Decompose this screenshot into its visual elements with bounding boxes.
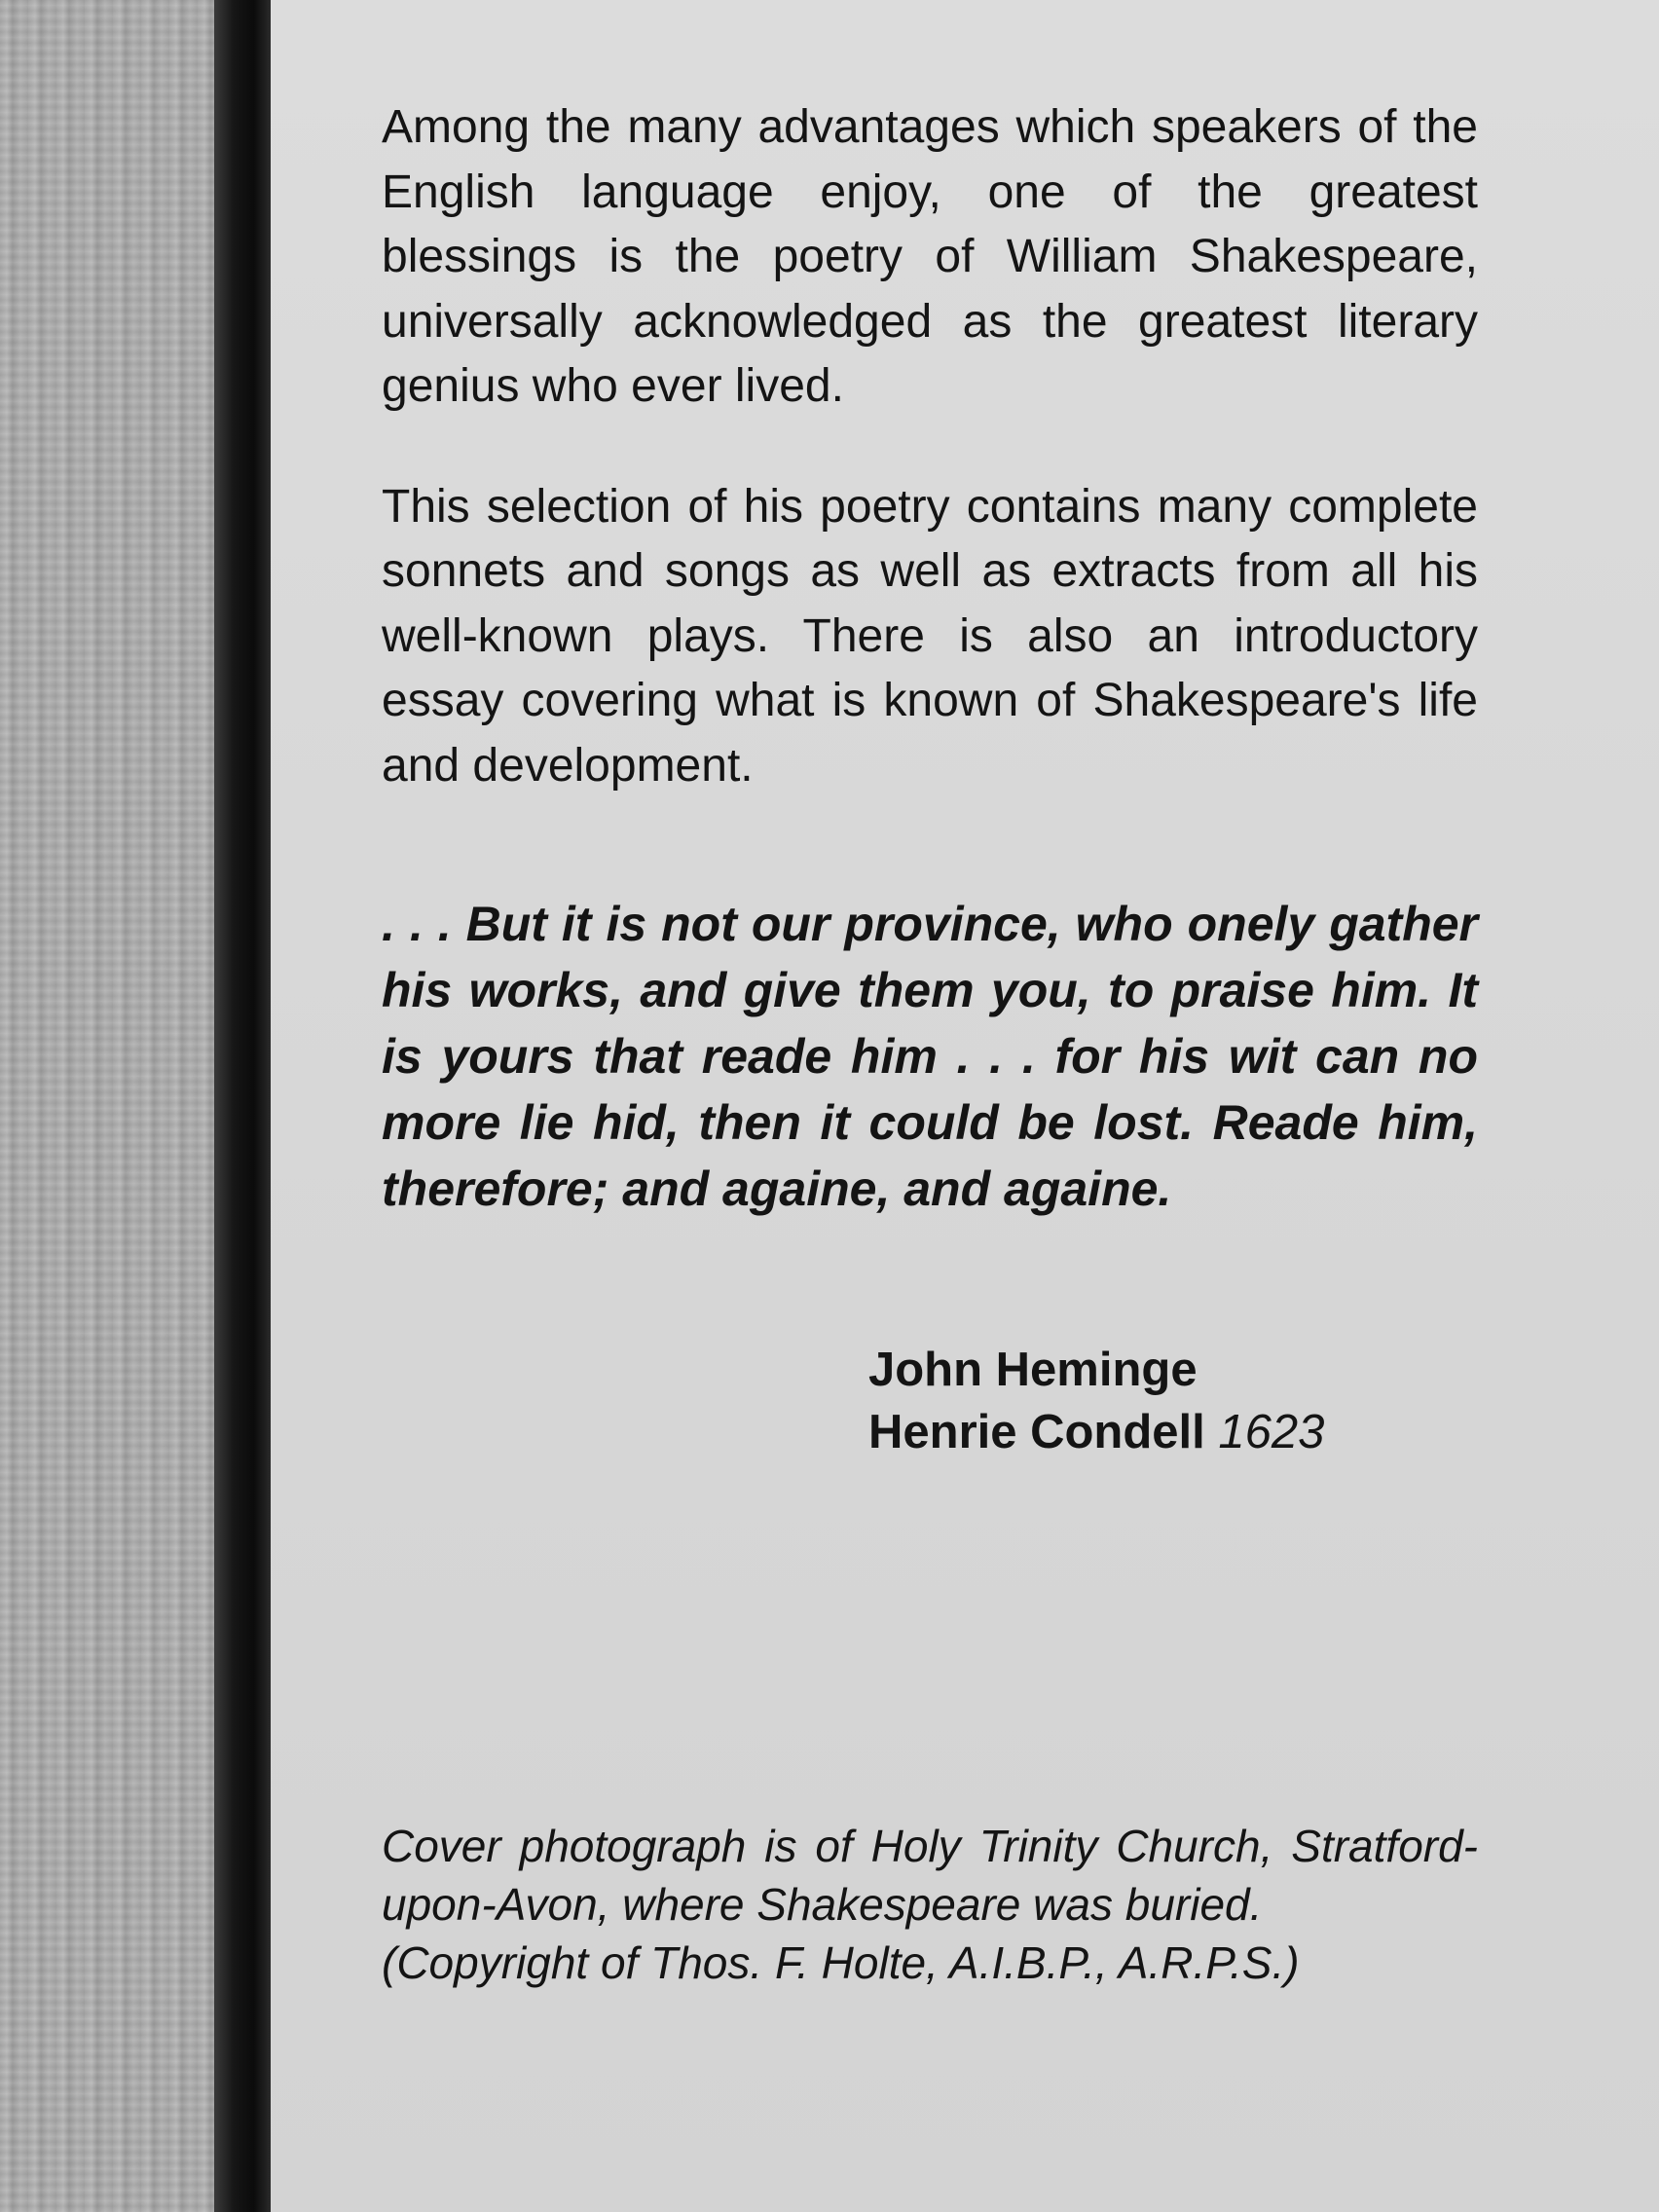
attribution-name-1: John Heminge [868, 1344, 1198, 1396]
cover-photo-caption: Cover photograph is of Holy Trinity Church, Stratford-upon-Avon, where Shakespeare was buried. [382, 1821, 1478, 1930]
intro-paragraph-2: This selection of his poetry contains many complete sonnets and songs as well as extracts from all his well-known plays. There is also an introductory essay covering what is known of Shakespeare's life and development. [382, 480, 1478, 792]
cover-photo-copyright: (Copyright of Thos. F. Holte, A.I.B.P., A.R.P.S.) [382, 1937, 1300, 1988]
heminge-condell-quote: . . . But it is not our province, who onely gather his works, and give them you, to praise him. It is yours that reade him . . . for his wit can no more lie hid, then it could be lost. Reade him, therefore; and againe, and againe. [382, 897, 1478, 1216]
quote-attribution [868, 1339, 1324, 1463]
intro-text [382, 95, 1478, 798]
intro-paragraph-1: Among the many advantages which speakers of the English language enjoy, one of the greatest blessings is the poetry of William Shakespeare, universally acknowledged as the greatest literary genius who ever lived. [382, 101, 1478, 412]
attribution-year: 1623 [1218, 1406, 1325, 1458]
book-spine-background [0, 0, 222, 2212]
cover-photo-note [382, 1817, 1478, 1992]
book-cover-edge [214, 0, 271, 2212]
attribution-name-2-line [868, 1401, 1324, 1463]
attribution-name-2: Henrie Condell [868, 1406, 1205, 1458]
